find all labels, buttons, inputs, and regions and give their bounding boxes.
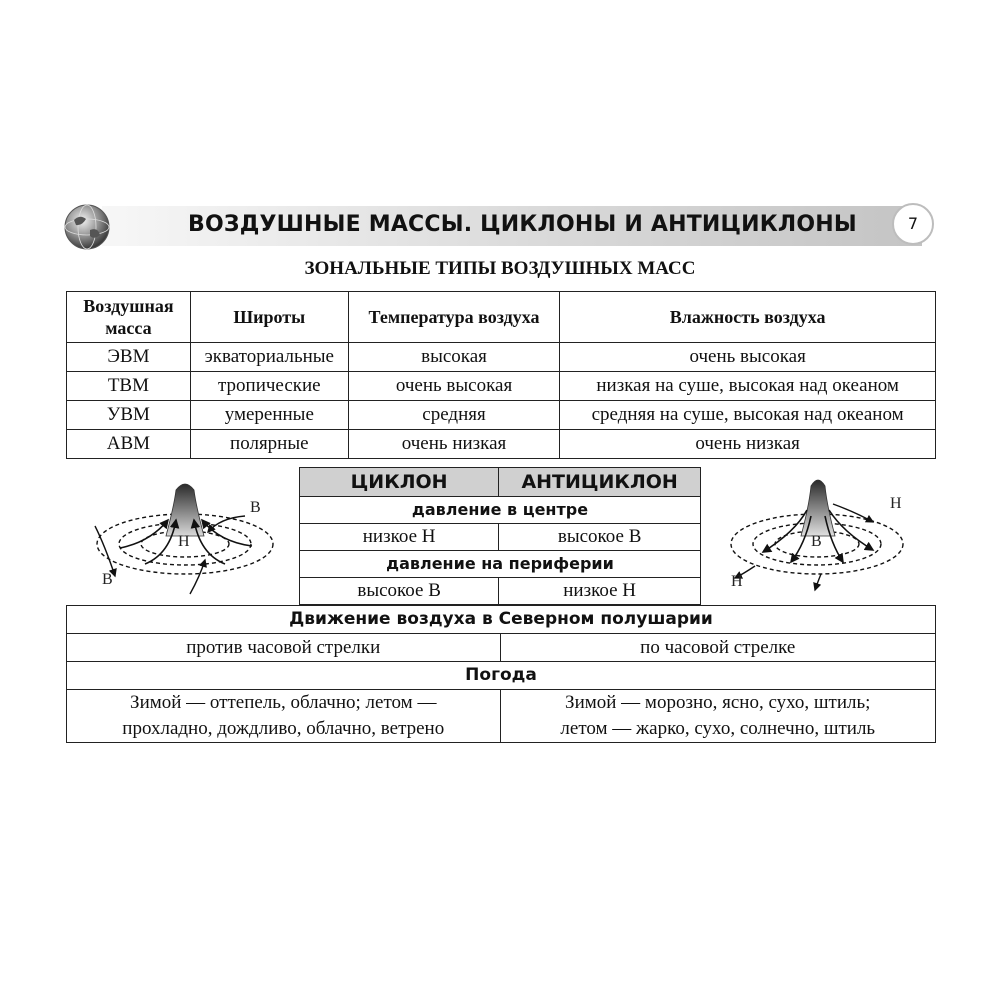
air-mass-table (66, 291, 936, 459)
column-header: Температура воздуха (348, 292, 560, 343)
table-row (67, 430, 936, 459)
weather-text-line: Зимой — оттепель, облачно; летом — (130, 692, 437, 713)
periphery-pressure-label: давление на периферии (300, 551, 701, 578)
anticyclone-weather-cell (500, 690, 936, 743)
cell: высокое В (499, 524, 701, 551)
movement-weather-table (66, 605, 936, 743)
cell: по часовой стрелке (500, 634, 936, 662)
cell: УВМ (67, 401, 191, 430)
cyclone-periphery-label: В (102, 571, 113, 588)
page-header (62, 200, 938, 252)
movement-label: Движение воздуха в Северном полушарии (67, 606, 936, 634)
cell: ЭВМ (67, 343, 191, 372)
table-row (67, 401, 936, 430)
cell: против часовой стрелки (67, 634, 501, 662)
cell: высокая (348, 343, 560, 372)
column-header: Воздушная масса (67, 292, 191, 343)
table-row (67, 343, 936, 372)
cell: очень низкая (348, 430, 560, 459)
cell: средняя (348, 401, 560, 430)
anticyclone-periphery-label: Н (890, 495, 902, 512)
cell: низкое Н (300, 524, 499, 551)
weather-label: Погода (67, 662, 936, 690)
cell: полярные (190, 430, 348, 459)
cyclone-header: ЦИКЛОН (300, 468, 499, 497)
cyclone-center-label: Н (178, 533, 190, 550)
column-header: Влажность воздуха (560, 292, 936, 343)
cell: АВМ (67, 430, 191, 459)
anticyclone-center-label: В (811, 533, 822, 550)
cell: очень высокая (560, 343, 936, 372)
page-title: ВОЗДУШНЫЕ МАССЫ. ЦИКЛОНЫ И АНТИЦИКЛОНЫ (188, 212, 857, 237)
section-title: ЗОНАЛЬНЫЕ ТИПЫ ВОЗДУШНЫХ МАСС (304, 258, 696, 279)
cyclone-diagram (90, 476, 280, 602)
cell: высокое В (300, 578, 499, 605)
table-header-row (67, 292, 936, 343)
column-header: Широты (190, 292, 348, 343)
weather-text-line: летом — жарко, сухо, солнечно, штиль (560, 718, 876, 739)
cell: тропические (190, 372, 348, 401)
cell: очень низкая (560, 430, 936, 459)
cell: умеренные (190, 401, 348, 430)
anticyclone-periphery-label: Н (731, 573, 743, 590)
page-number: 7 (892, 203, 934, 245)
weather-text-line: прохладно, дождливо, облачно, ветрено (122, 718, 445, 739)
cell: средняя на суше, высокая над океаном (560, 401, 936, 430)
cell: низкое Н (499, 578, 701, 605)
anticyclone-diagram (725, 470, 915, 596)
cyclone-weather-cell (67, 690, 501, 743)
globe-icon (62, 202, 112, 252)
table-row (67, 372, 936, 401)
cyclone-anticyclone-table (299, 467, 701, 605)
anticyclone-header: АНТИЦИКЛОН (499, 468, 701, 497)
center-pressure-label: давление в центре (300, 497, 701, 524)
cell: ТВМ (67, 372, 191, 401)
cell: экваториальные (190, 343, 348, 372)
cyclone-periphery-label: В (250, 499, 261, 516)
weather-text-line: Зимой — морозно, ясно, сухо, штиль; (565, 692, 871, 713)
cell: низкая на суше, высокая над океаном (560, 372, 936, 401)
cell: очень высокая (348, 372, 560, 401)
